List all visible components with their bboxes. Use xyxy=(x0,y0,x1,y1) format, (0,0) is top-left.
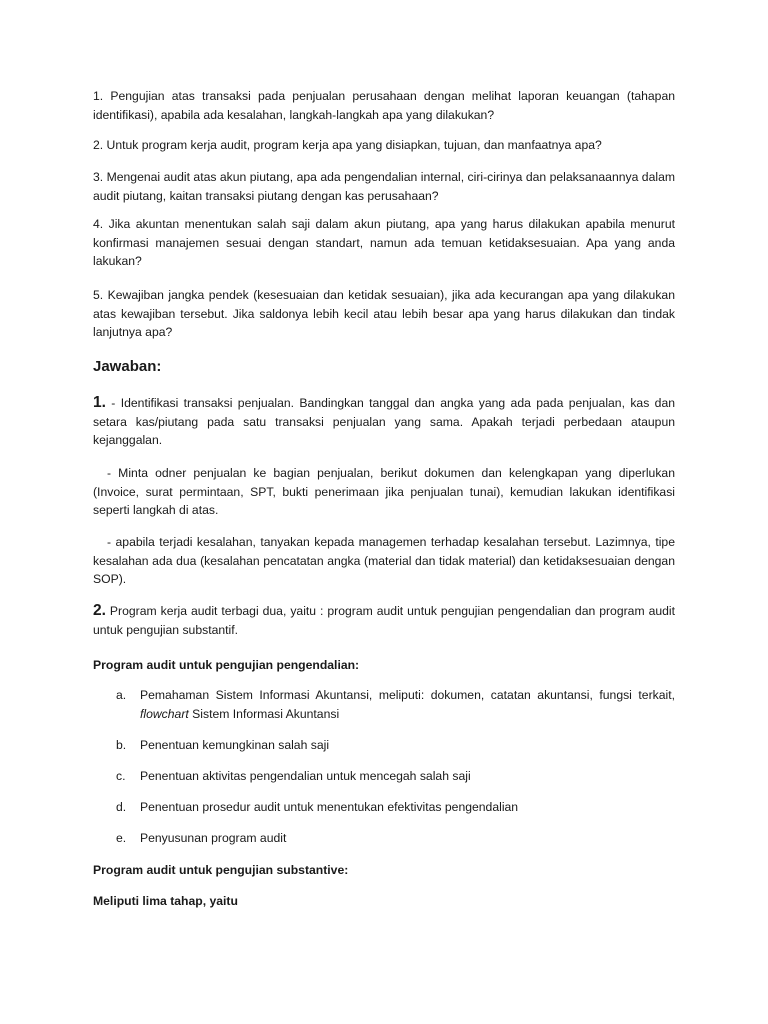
answer-1-number: 1. xyxy=(93,394,106,411)
answer-1-paragraph-2: - Minta odner penjualan ke bagian penjualan, berikut dokumen dan kelengkapan yang diperlukan (Invoice, surat permintaan, SPT, bukti penerimaan jika penjualan tunai), kemudian lakukan identifikasi seperti langkah di atas. xyxy=(93,466,675,517)
list-item-a: a. Pemahaman Sistem Informasi Akuntansi, meliputi: dokumen, catatan akuntansi, fungsi terkait, flowchart Sistem Informasi Akuntansi xyxy=(116,688,675,721)
question-5: 5. Kewajiban jangka pendek (kesesuaian dan ketidak sesuaian), jika ada kecurangan apa yang dilakukan atas kewajiban tersebut. Jika saldonya lebih kecil atau lebih besar apa yang harus dilakukan dan tindak lanjutnya apa? xyxy=(93,288,675,339)
answer-1-paragraph-1: 1. - Identifikasi transaksi penjualan. Bandingkan tanggal dan angka yang ada pada penjualan, kas dan setara kas/piutang pada satu transaksi penjualan yang sama. Apakah terjadi perbedaan ataupun kejanggalan. xyxy=(93,394,675,447)
control-test-heading: Program audit untuk pengujian pengendalian: xyxy=(93,658,360,672)
answer-2-number: 2. xyxy=(93,602,106,619)
answer-1-paragraph-3: - apabila terjadi kesalahan, tanyakan kepada managemen terhadap kesalahan tersebut. Lazimnya, tipe kesalahan ada dua (kesalahan pencatatan angka (material dan tidak material) dan ketidaksesuaian dengan SOP). xyxy=(93,535,675,586)
substantive-test-heading: Program audit untuk pengujian substantive: xyxy=(93,863,349,877)
list-item-b: b. Penentuan kemungkinan salah saji xyxy=(116,738,330,752)
list-item-c: c. Penentuan aktivitas pengendalian untuk mencegah salah saji xyxy=(116,769,471,783)
stages-line: Meliputi lima tahap, yaitu xyxy=(93,894,238,908)
question-2: 2. Untuk program kerja audit, program kerja apa yang disiapkan, tujuan, dan manfaatnya apa? xyxy=(93,138,602,152)
question-1: 1. Pengujian atas transaksi pada penjualan perusahaan dengan melihat laporan keuangan (tahapan identifikasi), apabila ada kesalahan, langkah-langkah apa yang dilakukan? xyxy=(93,89,675,122)
answer-2-paragraph: 2. Program kerja audit terbagi dua, yaitu : program audit untuk pengujian pengendalian dan program audit untuk pengujian substantif. xyxy=(93,602,675,637)
question-3: 3. Mengenai audit atas akun piutang, apa ada pengendalian internal, ciri-cirinya dan pelaksanaannya dalam audit piutang, kaitan transaksi piutang dengan kas perusahaan? xyxy=(93,170,675,203)
list-item-d: d. Penentuan prosedur audit untuk menentukan efektivitas pengendalian xyxy=(116,800,519,814)
answers-heading: Jawaban: xyxy=(93,358,162,375)
list-item-e: e. Penyusunan program audit xyxy=(116,831,287,845)
question-4: 4. Jika akuntan menentukan salah saji dalam akun piutang, apa yang harus dilakukan apabila menurut konfirmasi manajemen sesuai dengan standart, namun ada temuan ketidaksesuaian. Apa yang anda lakukan? xyxy=(93,217,675,268)
